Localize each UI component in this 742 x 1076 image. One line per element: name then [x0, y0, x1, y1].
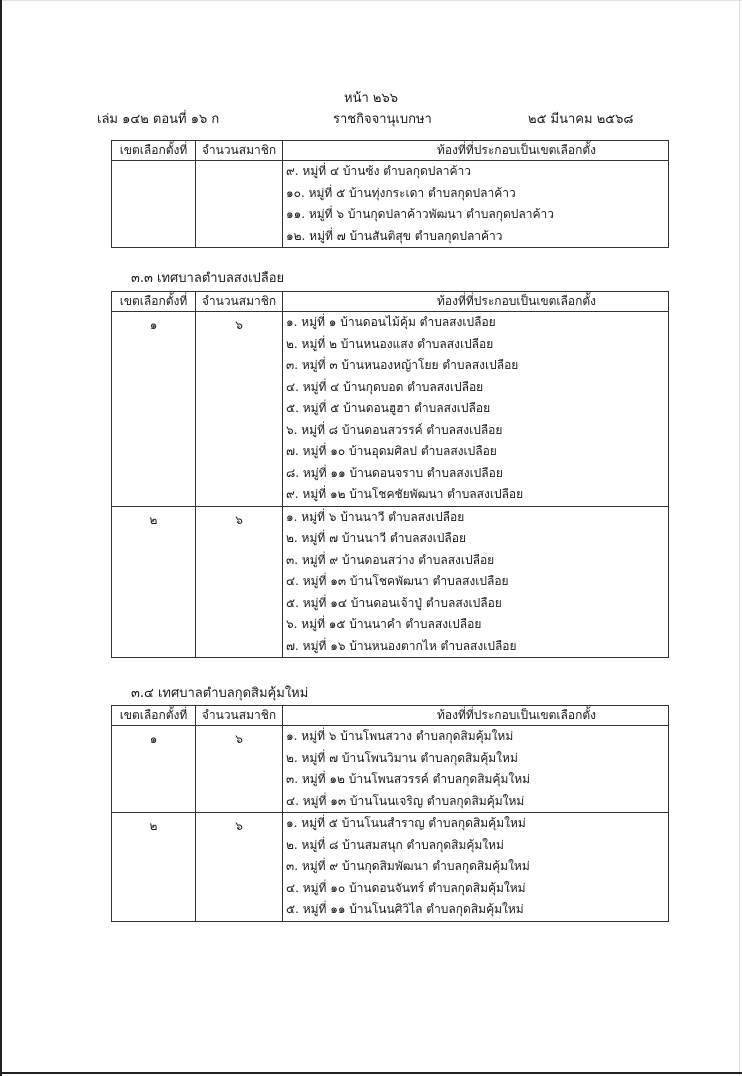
area-item: ๘. หมู่ที่ ๑๑ บ้านดอนจราบ ตำบลสงเปลือย — [286, 465, 503, 480]
area-item: ๙. หมู่ที่ ๑๒ บ้านโชคชัยพัฒนา ตำบลสงเปลือย — [286, 487, 524, 501]
district-number: ๑ — [112, 312, 196, 507]
area-item: ๑. หมู่ที่ ๕ บ้านโนนสำราญ ตำบลกุดสิมคุ้มใหม่ — [286, 816, 526, 830]
member-count: ๖ — [196, 312, 283, 507]
col-area-header: ท้องที่ที่ประกอบเป็นเขตเลือกตั้ง — [283, 292, 669, 312]
district-row — [112, 506, 669, 658]
area-item: ๔. หมู่ที่ ๑๓ บ้านโชคพัฒนา ตำบลสงเปลือย — [286, 574, 509, 588]
col-district-header: เขตเลือกตั้งที่ — [112, 141, 196, 161]
district-table-songpluey — [111, 291, 669, 658]
area-item: ๗. หมู่ที่ ๑๐ บ้านอุดมศิลป ตำบลสงเปลือย — [286, 444, 497, 458]
area-item: ๔. หมู่ที่ ๑๐ บ้านดอนจันทร์ ตำบลกุดสิมคุ้มใหม่ — [286, 880, 526, 895]
area-item: ๑๒. หมู่ที่ ๗ บ้านสันติสุข ตำบลกุดปลาค้าว — [286, 228, 503, 243]
area-item: ๔. หมู่ที่ ๔ บ้านกุดบอด ตำบลสงเปลือย — [286, 379, 484, 394]
area-item: ๒. หมู่ที่ ๗ บ้านโพนวิมาน ตำบลกุดสิมคุ้มใหม่ — [286, 750, 518, 765]
area-item: ๒. หมู่ที่ ๒ บ้านหนองแสง ตำบลสงเปลือย — [286, 336, 494, 351]
page-number: หน้า ๒๖๖ — [344, 91, 398, 106]
area-item: ๓. หมู่ที่ ๙ บ้านดอนสว่าง ตำบลสงเปลือย — [286, 552, 495, 567]
district-table-kudsim — [111, 705, 669, 922]
volume-issue: เล่ม ๑๔๒ ตอนที่ ๑๖ ก — [97, 112, 220, 127]
area-item: ๕. หมู่ที่ ๕ บ้านดอนฮูฮา ตำบลสงเปลือย — [286, 401, 491, 415]
page-edge-top — [0, 0, 742, 1]
area-list — [283, 161, 669, 248]
district-number: ๑ — [112, 726, 196, 813]
page-edge-left — [0, 0, 2, 1076]
area-item: ๑๑. หมู่ที่ ๖ บ้านกุดปลาค้าวพัฒนา ตำบลกุดปลาค้าว — [286, 207, 554, 221]
area-list — [283, 813, 669, 922]
area-item: ๒. หมู่ที่ ๘ บ้านสมสนุก ตำบลกุดสิมคุ้มใหม่ — [286, 837, 504, 852]
member-count: ๖ — [196, 726, 283, 813]
gazette-name: ราชกิจจานุเบกษา — [333, 112, 432, 127]
col-members-header: จำนวนสมาชิก — [196, 292, 283, 312]
area-item: ๔. หมู่ที่ ๑๓ บ้านโนนเจริญ ตำบลกุดสิมคุ้มใหม่ — [286, 793, 525, 808]
col-area-header: ท้องที่ที่ประกอบเป็นเขตเลือกตั้ง — [283, 706, 669, 726]
member-count: ๖ — [196, 813, 283, 922]
district-row — [112, 726, 669, 813]
area-item: ๖. หมู่ที่ ๘ บ้านดอนสวรรค์ ตำบลสงเปลือย — [286, 422, 503, 437]
area-item: ๓. หมู่ที่ ๑๒ บ้านโพนสวรรค์ ตำบลกุดสิมคุ้มใหม่ — [286, 772, 531, 786]
area-item: ๑. หมู่ที่ ๖ บ้านโพนสวาง ตำบลกุดสิมคุ้มใหม่ — [286, 729, 514, 743]
section-title-songpluey: ๓.๓ เทศบาลตำบลสงเปลือย — [131, 271, 285, 286]
area-item: ๕. หมู่ที่ ๑๔ บ้านดอนเจ้าปู่ ตำบลสงเปลือย — [286, 595, 502, 610]
district-number: ๒ — [112, 506, 196, 658]
area-item: ๗. หมู่ที่ ๑๖ บ้านหนองตากไห ตำบลสงเปลือย — [286, 638, 517, 653]
area-item: ๑. หมู่ที่ ๑ บ้านดอนไม้คุ้ม ตำบลสงเปลือย — [286, 315, 496, 329]
publication-date: ๒๕ มีนาคม ๒๕๖๘ — [528, 112, 634, 127]
area-item: ๓. หมู่ที่ ๓ บ้านหนองหญ้าโยย ตำบลสงเปลือย — [286, 358, 519, 372]
col-area-header: ท้องที่ที่ประกอบเป็นเขตเลือกตั้ง — [283, 141, 669, 161]
member-count — [196, 161, 283, 248]
col-district-header: เขตเลือกตั้งที่ — [112, 292, 196, 312]
district-row — [112, 813, 669, 922]
area-item: ๑. หมู่ที่ ๖ บ้านนาวี ตำบลสงเปลือย — [286, 509, 465, 524]
col-district-header: เขตเลือกตั้งที่ — [112, 706, 196, 726]
member-count: ๖ — [196, 506, 283, 658]
area-list — [283, 506, 669, 658]
area-list — [283, 726, 669, 813]
area-list — [283, 312, 669, 507]
area-item: ๖. หมู่ที่ ๑๕ บ้านนาคำ ตำบลสงเปลือย — [286, 617, 482, 631]
section-title-kudsim: ๓.๔ เทศบาลตำบลกุดสิมคุ้มใหม่ — [131, 686, 309, 701]
page-edge-right — [739, 0, 740, 1076]
area-item: ๕. หมู่ที่ ๑๑ บ้านโนนศิวิไล ตำบลกุดสิมคุ้มใหม่ — [286, 902, 524, 916]
area-item: ๑๐. หมู่ที่ ๕ บ้านทุ่งกระเดา ตำบลกุดปลาค้าว — [286, 185, 516, 200]
area-item: ๓. หมู่ที่ ๙ บ้านกุดสิมพัฒนา ตำบลกุดสิมคุ้มใหม่ — [286, 859, 530, 873]
area-item: ๒. หมู่ที่ ๗ บ้านนาวี ตำบลสงเปลือย — [286, 531, 466, 545]
district-row — [112, 161, 669, 248]
page-edge-bottom — [0, 1072, 742, 1074]
district-number — [112, 161, 196, 248]
area-item: ๙. หมู่ที่ ๔ บ้านซ้ง ตำบลกุดปลาค้าว — [286, 164, 472, 178]
district-table-continued — [111, 140, 669, 248]
district-row — [112, 312, 669, 507]
col-members-header: จำนวนสมาชิก — [196, 706, 283, 726]
col-members-header: จำนวนสมาชิก — [196, 141, 283, 161]
district-number: ๒ — [112, 813, 196, 922]
